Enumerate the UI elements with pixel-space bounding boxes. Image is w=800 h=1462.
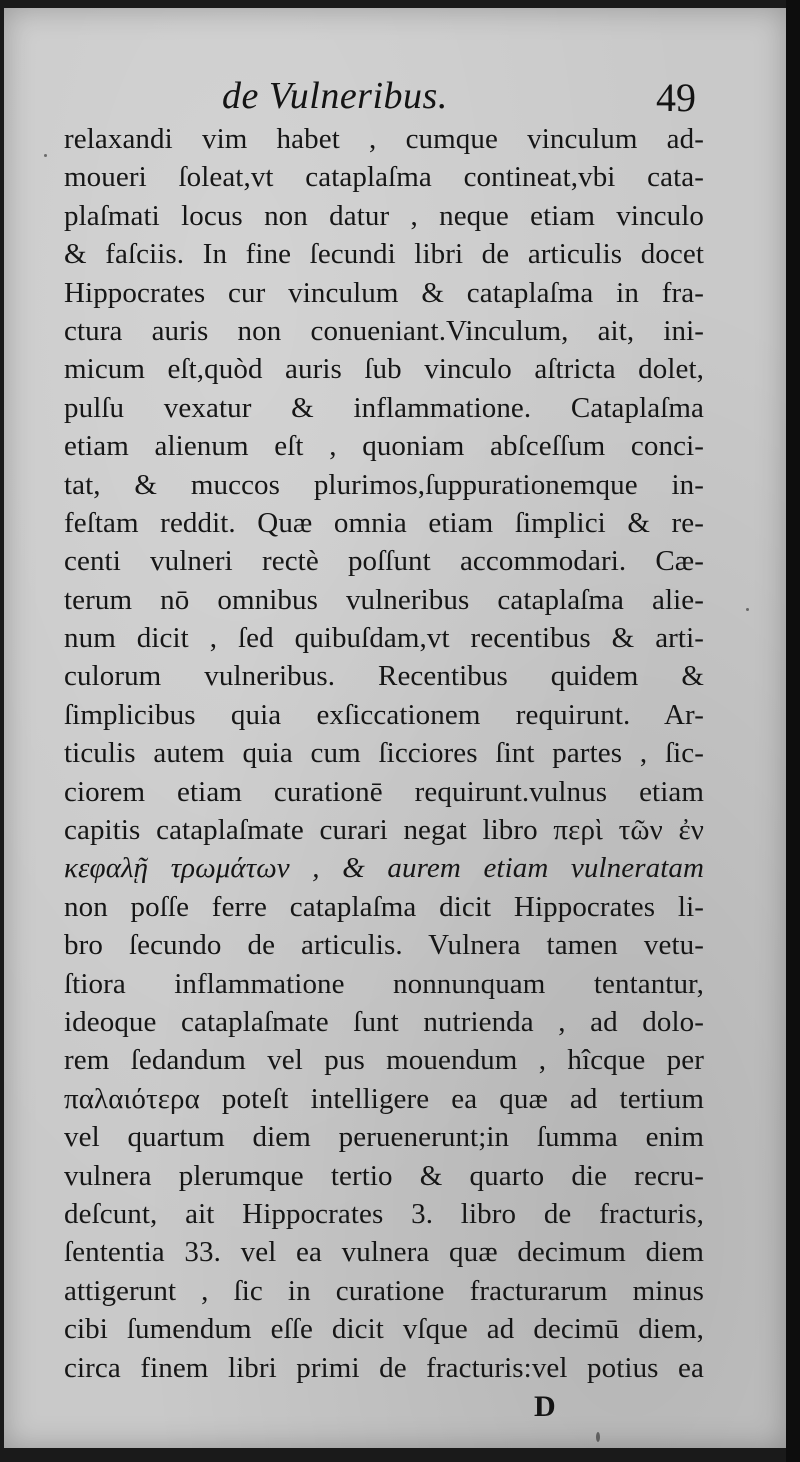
paper-speck [746,608,749,611]
text-line: ctura auris non conueniant.Vinculum, ait, ini- [64,314,704,347]
text-line: Hippocrates cur vinculum & cataplaſma in fra- [64,276,704,309]
text-line: vel quartum diem peruenerunt;in ſumma enim [64,1121,704,1154]
text-line: παλαιότερα poteſt intelligere ea quæ ad tertium [64,1082,704,1115]
text-line: & faſciis. In fine ſecundi libri de articulis docet [64,238,704,271]
text-line: rem ſedandum vel pus mouendum , hîcque per [64,1044,704,1077]
text-line: ſententia 33. vel ea vulnera quæ decimum diem [64,1236,704,1269]
text-line: etiam alienum eſt , quoniam abſceſſum conci- [64,430,704,463]
page-number: 49 [656,75,696,120]
text-line: moueri ſoleat,vt cataplaſma contineat,vbi cata- [64,161,704,194]
text-line: capitis cataplaſmate curari negat libro περὶ τῶν ἐν [64,814,704,847]
book-page [4,8,786,1448]
text-line: feſtam reddit. Quæ omnia etiam ſimplici & re- [64,506,704,539]
page-edge-shadow [786,0,800,1462]
text-line: circa finem libri primi de fracturis:vel potius ea [64,1351,704,1384]
text-line: relaxandi vim habet , cumque vinculum ad- [64,123,704,155]
text-line: deſcunt, ait Hippocrates 3. libro de fracturis, [64,1197,704,1230]
text-line: plaſmati locus non datur , neque etiam vinculo [64,199,704,232]
text-line: vulnera plerumque tertio & quarto die recru- [64,1159,704,1192]
text-line: tat, & muccos plurimos,ſuppurationemque in- [64,468,704,501]
text-line: micum eſt,quòd auris ſub vinculo aſtricta dolet, [64,353,704,386]
running-head [64,66,704,126]
text-line: ciorem etiam curationē requirunt.vulnus etiam [64,775,704,808]
text-line: cibi ſumendum eſſe dicit vſque ad decimū diem, [64,1313,704,1346]
text-line: pulſu vexatur & inflammatione. Cataplaſma [64,391,704,424]
text-line: ſimplicibus quia exſiccationem requirunt. Ar- [64,698,704,731]
text-line: ideoque cataplaſmate ſunt nutrienda , ad dolo- [64,1005,704,1038]
paper-speck [44,154,47,157]
text-line: terum nō omnibus vulneribus cataplaſma alie- [64,583,704,616]
text-line: num dicit , ſed quibuſdam,vt recentibus & arti- [64,622,704,655]
text-line: centi vulneri rectè poſſunt accommodari. Cæ- [64,545,704,578]
text-line: bro ſecundo de articulis. Vulnera tamen vetu- [64,929,704,962]
text-line: attigerunt , ſic in curatione fracturarum minus [64,1274,704,1307]
running-title: de Vulneribus. [222,75,448,117]
text-line: culorum vulneribus. Recentibus quidem & [64,660,704,693]
signature-mark: D [534,1390,556,1423]
text-line: non poſſe ferre cataplaſma dicit Hippocrates li- [64,890,704,923]
text-line: ſtiora inflammatione nonnunquam tentantur, [64,967,704,1000]
paper-speck [596,1432,600,1442]
text-line-greek: κεφαλῇ τρωμάτων , & aurem etiam vulneratam [64,852,704,885]
body-text [64,120,704,1387]
text-line: ticulis autem quia cum ſicciores ſint partes , ſic- [64,737,704,770]
